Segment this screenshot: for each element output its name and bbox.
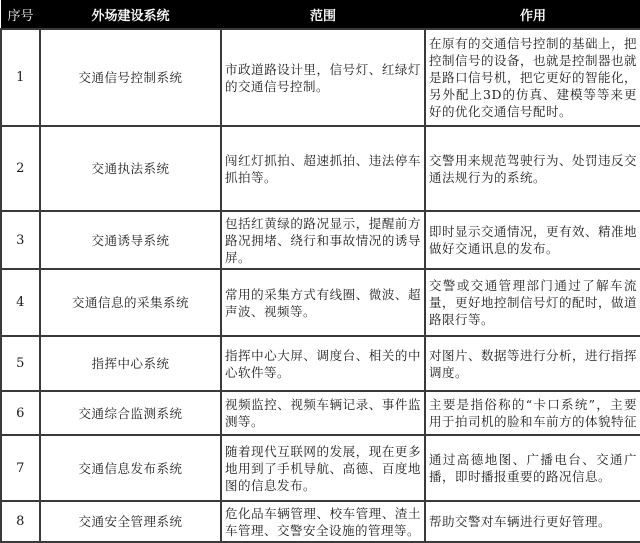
row-scope: 随着现代互联网的发展，现在更多地用到了手机导航、高德、百度地图的信息发布。: [221, 435, 425, 501]
row-system: 交通信息的采集系统: [40, 269, 221, 336]
row-index: 5: [1, 336, 40, 391]
table-row: [1, 435, 640, 501]
row-system: 交通执法系统: [40, 126, 221, 211]
row-scope: 视频监控、视频车辆记录、事件监测等。: [221, 391, 425, 435]
header-scope: 范围: [221, 0, 425, 29]
row-function: 通过高德地图、广播电台、交通广播，即时播报重要的路况信息。: [425, 435, 640, 501]
row-system: 交通信号控制系统: [40, 29, 221, 126]
row-function: 即时显示交通情况，更有效、精准地做好交通讯息的发布。: [425, 211, 640, 269]
row-scope: 闯红灯抓拍、超速抓拍、违法停车抓拍等。: [221, 126, 425, 211]
row-scope: 指挥中心大屏、调度台、相关的中心软件等。: [221, 336, 425, 391]
row-index: 1: [1, 29, 40, 126]
row-function: 对图片、数据等进行分析，进行指挥调度。: [425, 336, 640, 391]
header-index: 序号: [1, 0, 40, 29]
row-function: 在原有的交通信号控制的基础上，把控制信号的设备，也就是控制器也就是路口信号机，把它更好的智能化，另外配上3D的仿真、建模等等来更好的优化交通信号配时。: [425, 29, 640, 126]
row-index: 6: [1, 391, 40, 435]
table-row: [1, 211, 640, 269]
row-system: 交通信息发布系统: [40, 435, 221, 501]
row-system: 指挥中心系统: [40, 336, 221, 391]
row-system: 交通安全管理系统: [40, 501, 221, 542]
table-row: [1, 269, 640, 336]
table-row: [1, 391, 640, 435]
table-row: [1, 336, 640, 391]
row-function: 交警用来规范驾驶行为、处罚违反交通法规行为的系统。: [425, 126, 640, 211]
table-row: [1, 501, 640, 542]
header-function: 作用: [425, 0, 640, 29]
table-row: [1, 126, 640, 211]
table-body: [1, 29, 640, 542]
header-row: [1, 0, 640, 29]
header-system: 外场建设系统: [40, 0, 221, 29]
row-index: 7: [1, 435, 40, 501]
table-header: [1, 0, 640, 29]
row-index: 8: [1, 501, 40, 542]
row-index: 3: [1, 211, 40, 269]
row-function: 帮助交警对车辆进行更好管理。: [425, 501, 640, 542]
row-scope: 包括红黄绿的路况显示，提醒前方路况拥堵、绕行和事故情况的诱导屏。: [221, 211, 425, 269]
row-index: 2: [1, 126, 40, 211]
table-row: [1, 29, 640, 126]
row-index: 4: [1, 269, 40, 336]
row-system: 交通诱导系统: [40, 211, 221, 269]
row-function: 交警或交通管理部门通过了解车流量，更好地控制信号灯的配时，做道路限行等。: [425, 269, 640, 336]
row-scope: 危化品车辆管理、校车管理、渣土车管理、交警安全设施的管理等。: [221, 501, 425, 542]
row-scope: 市政道路设计里，信号灯、红绿灯的交通信号控制。: [221, 29, 425, 126]
row-scope: 常用的采集方式有线圈、微波、超声波、视频等。: [221, 269, 425, 336]
row-function: 主要是指俗称的“卡口系统”，主要用于拍司机的脸和车前方的体貌特征: [425, 391, 640, 435]
row-system: 交通综合监测系统: [40, 391, 221, 435]
